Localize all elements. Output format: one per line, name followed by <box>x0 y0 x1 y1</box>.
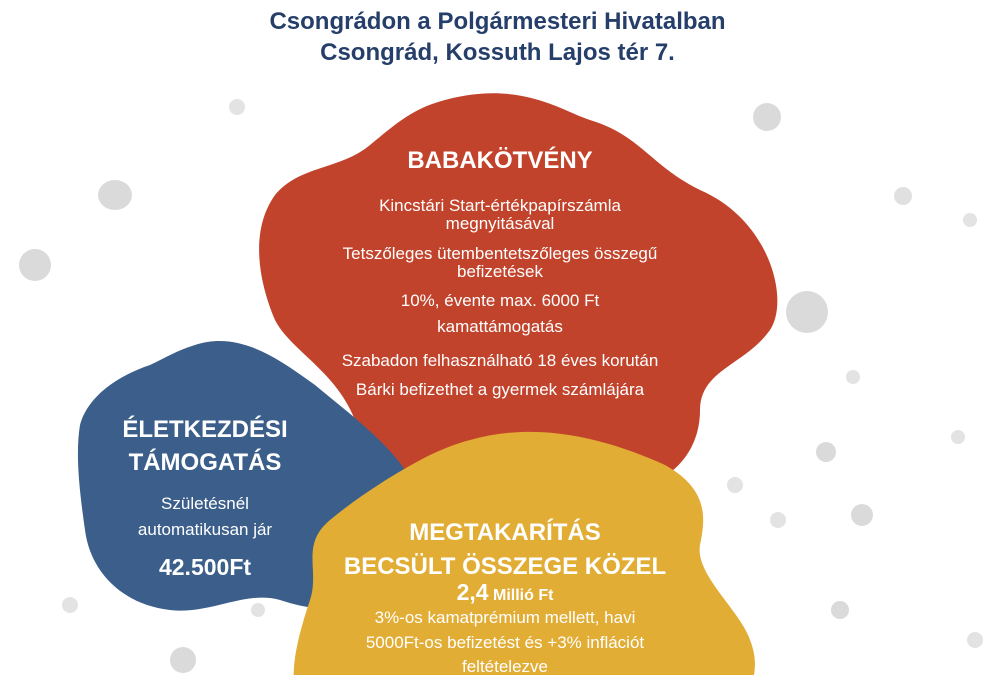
dot <box>229 99 245 115</box>
eletkezdesi-title-line-2: TÁMOGATÁS <box>128 449 282 476</box>
dot <box>753 103 781 131</box>
dot <box>770 512 786 528</box>
megtakaritas-amount <box>290 579 720 609</box>
babakotveny-item: Bárki befizethet a gyermek számlájára <box>355 380 645 399</box>
dot <box>19 249 51 281</box>
header-line-1: Csongrádon a Polgármesteri Hivatalban <box>269 8 726 35</box>
babakotveny-item: kamattámogatás <box>437 317 563 336</box>
dot <box>786 291 828 333</box>
eletkezdesi-amount: 42.500Ft <box>158 554 252 580</box>
megtakaritas-title-line-2: BECSÜLT ÖSSZEGE KÖZEL <box>343 553 667 580</box>
megtakaritas-note-line-1: 3%-os kamatprémium mellett, havi <box>374 608 636 627</box>
dot <box>894 187 912 205</box>
dot <box>98 180 132 210</box>
babakotveny-item: Tetszőleges ütembentetszőleges összegű <box>342 244 658 263</box>
dot <box>831 601 849 619</box>
megtakaritas-amount-unit: Millió Ft <box>493 587 554 604</box>
dot <box>62 597 78 613</box>
dot <box>963 213 977 227</box>
header-line-2: Csongrád, Kossuth Lajos tér 7. <box>320 39 675 66</box>
megtakaritas-note-line-3: feltételezve <box>462 657 548 676</box>
dot <box>851 504 873 526</box>
dot <box>170 647 196 673</box>
eletkezdesi-title-line-1: ÉLETKEZDÉSI <box>122 416 288 443</box>
eletkezdesi-text-line-1: Születésnél <box>161 494 249 513</box>
babakotveny-item: Kincstári Start-értékpapírszámla <box>379 196 621 215</box>
babakotveny-item: Szabadon felhasználható 18 éves korután <box>341 351 659 370</box>
megtakaritas-title-line-1: MEGTAKARÍTÁS <box>409 519 601 546</box>
dot <box>816 442 836 462</box>
dot <box>846 370 860 384</box>
eletkezdesi-text-line-2: automatikusan jár <box>137 520 273 539</box>
dot <box>951 430 965 444</box>
dot <box>967 632 983 648</box>
dot <box>727 477 743 493</box>
dot <box>251 603 265 617</box>
babakotveny-item: befizetések <box>457 262 543 281</box>
megtakaritas-amount-number: 2,4 <box>456 579 489 605</box>
babakotveny-title: BABAKÖTVÉNY <box>407 147 593 174</box>
megtakaritas-note-line-2: 5000Ft-os befizetést és +3% inflációt <box>365 633 645 652</box>
babakotveny-item: megnyitásával <box>445 214 555 233</box>
babakotveny-item: 10%, évente max. 6000 Ft <box>400 291 600 310</box>
